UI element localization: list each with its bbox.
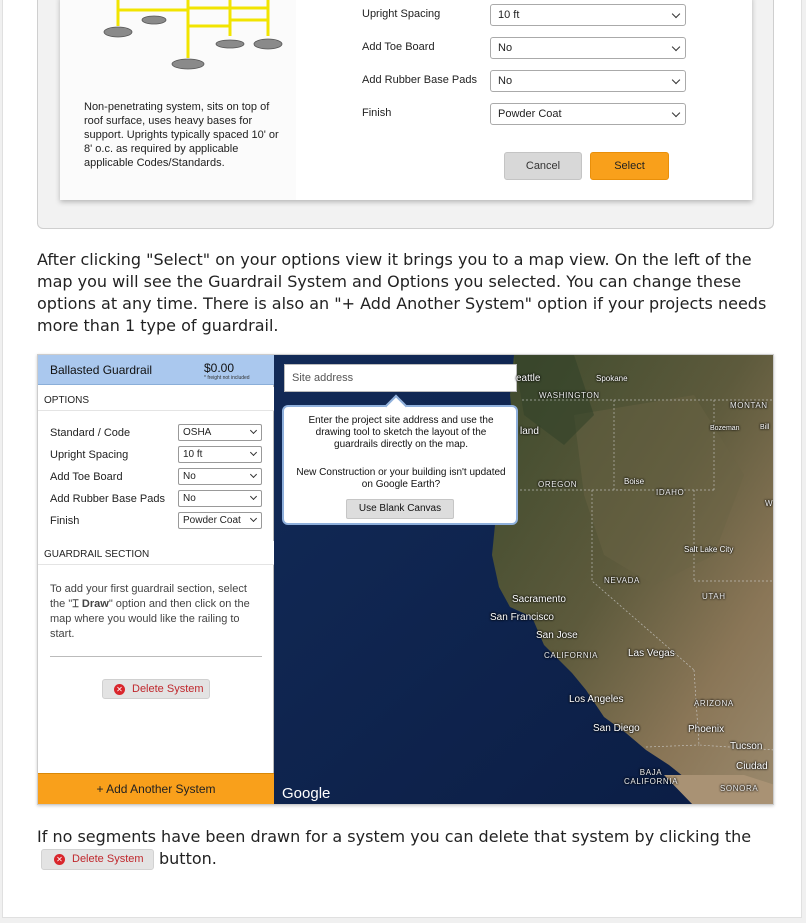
upright-spacing-select[interactable]: 10 ft [178,446,262,463]
map-label: Los Angeles [569,694,624,705]
option-label: Upright Spacing [362,8,441,20]
standard-code-select[interactable]: OSHA [178,424,262,441]
options-header: OPTIONS [38,387,274,411]
option-row-rubber-pads [362,70,692,92]
freight-note: * freight not included [204,375,250,381]
map-label: Bill [760,424,770,431]
map-label: IDAHO [656,488,685,497]
inline-delete-system-button[interactable]: ✕ Delete System [41,849,154,870]
chevron-down-icon [250,427,257,434]
chevron-down-icon [250,515,257,522]
map-label: ARIZONA [694,699,734,708]
map-label: land [520,426,539,437]
toe-board-select[interactable]: No [490,37,686,59]
divider [50,656,262,657]
rubber-pads-select[interactable]: No [490,70,686,92]
chevron-down-icon [672,109,680,117]
option-label: Finish [362,107,392,119]
map-label: Spokane [596,374,628,383]
map-label: MONTAN [730,401,768,410]
map-label: San Jose [536,630,578,641]
map-label: Tucson [730,741,763,752]
map-label: San Francisco [490,612,554,623]
tooltip-text-secondary: New Construction or your building isn't updated on Google Earth? [296,467,506,490]
paragraph-map-intro: After clicking "Select" on your options view it brings you to a map view. On the left of the map you will see the Guardrail System and Options you selected. You can change these options at any time. There is also an "+ Add Another System" option if your projects needs more than 1 type of guardrail. [37,250,767,335]
map-label: Las Vegas [628,648,675,659]
map-label: NEVADA [604,576,640,585]
chevron-down-icon [250,449,257,456]
options-screenshot [37,0,774,229]
map-label: W [765,499,774,508]
options-modal [60,0,752,200]
cancel-button[interactable]: Cancel [504,152,582,180]
map-label: eattle [516,373,541,384]
close-circle-icon: ✕ [54,854,65,865]
system-panel [38,355,274,805]
toe-board-select[interactable]: No [178,468,262,485]
chevron-down-icon [672,43,680,51]
system-header[interactable] [38,355,274,385]
option-row-upright-spacing [362,4,692,26]
paragraph-delete-suffix: button. [159,849,217,868]
system-name: Ballasted Guardrail [50,363,153,377]
google-logo: Google [282,785,331,802]
map-label: WASHINGTON [539,391,600,400]
panel-row-standard [50,424,264,442]
option-label: Standard / Code [50,427,131,439]
product-description: Non-penetrating system, sits on top of roof surface, uses heavy bases for support. Uprights typically spaced 10' or 8' o.c. as required by applicable applicable Codes/Standards. [84,101,279,169]
map-label: CALIFORNIA [544,651,599,660]
guardrail-product-image [78,0,288,88]
map-label: Ciudad [736,761,768,772]
option-row-finish [362,103,692,125]
option-row-toe-board [362,37,692,59]
option-label: Add Toe Board [50,471,123,483]
option-label: Finish [50,515,80,527]
chevron-down-icon [672,76,680,84]
panel-row-finish [50,512,264,530]
site-address-input[interactable]: Site address [284,364,517,392]
map-label: UTAH [702,592,726,601]
option-label: Add Rubber Base Pads [362,74,477,86]
delete-system-button[interactable]: ✕ Delete System [102,679,210,699]
chevron-down-icon [672,10,680,18]
chevron-down-icon [250,493,257,500]
map-help-tooltip [282,405,518,525]
finish-select[interactable]: Powder Coat [490,103,686,125]
draw-option-label: ⌶ Draw [72,598,109,610]
panel-row-upright-spacing [50,446,264,464]
map-label: Boise [624,477,645,486]
option-label: Upright Spacing [50,449,129,461]
map-view-screenshot [37,354,774,805]
section-instructions: To add your first guardrail section, select the "⌶ Draw" option and then click on the map where you would like the railing to start. [50,583,250,640]
map-label: Bozeman [710,425,740,432]
chevron-down-icon [250,471,257,478]
map-label: SONORA [720,784,759,793]
select-button[interactable]: Select [590,152,669,180]
panel-row-rubber-pads [50,490,264,508]
article-body [2,0,802,918]
option-label: Add Rubber Base Pads [50,493,165,505]
satellite-map[interactable] [274,355,774,805]
option-label: Add Toe Board [362,41,435,53]
map-label: BAJA CALIFORNIA [624,768,679,786]
add-another-system-button[interactable]: + Add Another System [38,773,274,805]
guardrail-section-header: GUARDRAIL SECTION [38,541,274,565]
close-circle-icon: ✕ [114,684,125,695]
use-blank-canvas-button[interactable]: Use Blank Canvas [346,499,454,519]
finish-select[interactable]: Powder Coat [178,512,262,529]
map-label: OREGON [538,480,578,489]
system-price: $0.00 [204,361,235,375]
map-label: Sacramento [512,594,566,605]
panel-row-toe-board [50,468,264,486]
product-info-panel [60,0,296,200]
rubber-pads-select[interactable]: No [178,490,262,507]
map-label: San Diego [593,723,640,734]
paragraph-delete-info: If no segments have been drawn for a system you can delete that system by clicking the [37,827,752,846]
tooltip-text: Enter the project site address and use the drawing tool to sketch the layout of the guardrails directly on the map. [308,415,494,450]
map-label: Phoenix [688,724,725,735]
upright-spacing-select[interactable]: 10 ft [490,4,686,26]
map-label: Salt Lake City [684,545,734,554]
